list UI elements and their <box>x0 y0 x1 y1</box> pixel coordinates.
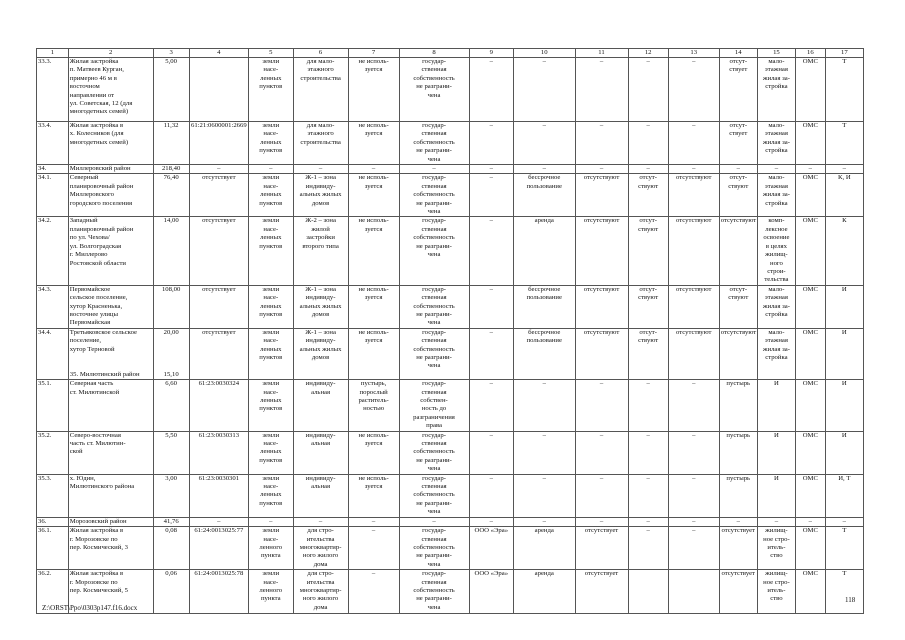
table-cell: – <box>668 122 719 165</box>
table-row <box>37 431 864 474</box>
table-cell: государ- ственная собственность не разграни- чена <box>399 217 469 285</box>
table-cell: К, И <box>825 174 863 217</box>
table-cell: – <box>575 474 628 517</box>
table-cell: отсутствует <box>575 527 628 570</box>
table-cell: – <box>514 474 575 517</box>
table-cell: 61:24:0013025:78 <box>189 570 248 614</box>
table-cell: 36.1. <box>37 527 69 570</box>
table-cell: государ- ственная собственность не разграни- чена <box>399 431 469 474</box>
table-cell: 34.3. <box>37 285 69 328</box>
table-cell: ОМС <box>796 122 826 165</box>
table-cell: 61:23:0030313 <box>189 431 248 474</box>
table-cell: 14,00 <box>153 217 189 285</box>
table-cell: 11,32 <box>153 122 189 165</box>
table-cell: Ж-1 – зона индивиду- альных жилых домов <box>293 285 348 328</box>
table-cell: – <box>469 431 514 474</box>
table-cell: отсут- ствуют <box>628 174 668 217</box>
table-cell: Морозовский район <box>68 517 153 526</box>
table-cell: – <box>668 431 719 474</box>
table-cell: земли насе- ленных пунктов <box>249 174 294 217</box>
table-cell: пустырь <box>719 431 757 474</box>
table-row <box>37 517 864 526</box>
table-cell: индивиду- альная <box>293 474 348 517</box>
table-row <box>37 380 864 431</box>
table-cell: – <box>293 517 348 526</box>
table-cell: пустырь, порослый раститель- ностью <box>348 380 399 431</box>
file-path: Z:\ORST\Ppo\0303p147.f16.docx <box>42 604 138 612</box>
header-cell: 14 <box>719 49 757 58</box>
table-cell: отсутствуют <box>668 217 719 285</box>
table-row <box>37 474 864 517</box>
table-cell: мало- этажная жилая за- стройка <box>757 328 795 379</box>
table-cell: земли насе- ленных пунктов <box>249 431 294 474</box>
table-cell: – <box>469 474 514 517</box>
table-cell: – <box>719 165 757 174</box>
table-cell: Западный планировочный район по ул. Чехова/ ул. Волгоградская г. Миллерово Ростовской области <box>68 217 153 285</box>
table-cell: Жилая застройка п. Матвеев Курган, примерно 46 м в восточном направлении от ул. Советская, 12 (для многодетных семей) <box>68 58 153 122</box>
table-cell: 41,76 <box>153 517 189 526</box>
table-cell: – <box>514 122 575 165</box>
table-cell: бессрочное пользование <box>514 174 575 217</box>
table-cell: И <box>825 380 863 431</box>
table-cell: – <box>575 58 628 122</box>
table-cell: государ- ственная собственность не разграни- чена <box>399 174 469 217</box>
table-row <box>37 58 864 122</box>
table-cell: мало- этажная жилая за- стройка <box>757 285 795 328</box>
table-cell: 33.4. <box>37 122 69 165</box>
table-cell: – <box>469 380 514 431</box>
table-cell: – <box>469 165 514 174</box>
table-cell: 5,50 <box>153 431 189 474</box>
table-cell: Миллеровский район <box>68 165 153 174</box>
table-cell: государ- ственная собственность не разграни- чена <box>399 570 469 614</box>
document-sheet <box>36 48 864 614</box>
table-cell: Северная часть ст. Милютинской <box>68 380 153 431</box>
table-cell: земли насе- ленного пункта <box>249 570 294 614</box>
header-cell: 12 <box>628 49 668 58</box>
table-cell: – <box>757 165 795 174</box>
table-cell: Т <box>825 570 863 614</box>
table-cell: 218,40 <box>153 165 189 174</box>
table-cell: государ- ственная собственность не разграни- чена <box>399 122 469 165</box>
table-cell: – <box>469 58 514 122</box>
table-cell: – <box>628 380 668 431</box>
table-cell: – <box>668 517 719 526</box>
table-cell: отсутствуют <box>575 174 628 217</box>
table-cell: жилищ- ное стро- итель- ство <box>757 527 795 570</box>
table-cell: бессрочное пользование <box>514 285 575 328</box>
table-row <box>37 570 864 614</box>
table-cell: 20,00 15,10 <box>153 328 189 379</box>
table-cell: – <box>825 165 863 174</box>
table-cell: 35.2. <box>37 431 69 474</box>
table-cell: для мало- этажного строительства <box>293 122 348 165</box>
table-cell: Жилая застройка в г. Морозовске по пер. Космический, 5 <box>68 570 153 614</box>
table-cell: 36.2. <box>37 570 69 614</box>
table-cell: – <box>469 328 514 379</box>
table-cell: аренда <box>514 527 575 570</box>
header-cell: 11 <box>575 49 628 58</box>
table-cell: 3,00 <box>153 474 189 517</box>
table-cell: земли насе- ленных пунктов <box>249 58 294 122</box>
header-cell: 5 <box>249 49 294 58</box>
table-cell: 34.1. <box>37 174 69 217</box>
header-cell: 6 <box>293 49 348 58</box>
table-cell: не исполь- зуется <box>348 474 399 517</box>
table-cell: земли насе- ленного пункта <box>249 527 294 570</box>
table-cell: 5,00 <box>153 58 189 122</box>
table-cell: – <box>575 165 628 174</box>
table-cell: – <box>514 165 575 174</box>
table-cell <box>668 570 719 614</box>
header-cell: 17 <box>825 49 863 58</box>
table-cell: 0,08 <box>153 527 189 570</box>
table-cell: Ж-1 – зона индивиду- альных жилых домов <box>293 174 348 217</box>
table-cell: отсутствует <box>719 527 757 570</box>
table-cell: – <box>825 517 863 526</box>
table-cell: аренда <box>514 217 575 285</box>
table-cell: 36. <box>37 517 69 526</box>
table-cell: 0,06 <box>153 570 189 614</box>
table-cell: – <box>668 527 719 570</box>
header-cell: 13 <box>668 49 719 58</box>
table-cell: х. Юдин, Милютинского района <box>68 474 153 517</box>
table-cell: отсут- ствуют <box>628 328 668 379</box>
table-cell: – <box>628 431 668 474</box>
table-cell: И, Т <box>825 474 863 517</box>
table-cell: земли насе- ленных пунктов <box>249 380 294 431</box>
table-cell: земли насе- ленных пунктов <box>249 217 294 285</box>
table-cell: – <box>796 165 826 174</box>
table-cell: – <box>469 517 514 526</box>
table-cell: – <box>628 527 668 570</box>
table-cell: отсут- ствуют <box>719 285 757 328</box>
table-cell: – <box>628 517 668 526</box>
table-cell: не исполь- зуется <box>348 431 399 474</box>
table-cell: ОМС <box>796 527 826 570</box>
table-cell: не исполь- зуется <box>348 285 399 328</box>
table-cell: И <box>757 431 795 474</box>
table-cell: отсутствуют <box>719 217 757 285</box>
table-cell: Ж-1 – зона индивиду- альных жилых домов <box>293 328 348 379</box>
table-cell: аренда <box>514 570 575 614</box>
table-cell: Третьяковское сельское поселение, хутор Терновой 35. Милютинский район <box>68 328 153 379</box>
table-cell: – <box>628 122 668 165</box>
table-cell: отсутствуют <box>668 285 719 328</box>
table-cell: – <box>469 217 514 285</box>
table-cell: индивиду- альная <box>293 380 348 431</box>
table-cell: – <box>575 122 628 165</box>
table-row <box>37 285 864 328</box>
land-plots-table <box>36 48 864 614</box>
header-cell: 3 <box>153 49 189 58</box>
table-cell: – <box>469 285 514 328</box>
table-cell: – <box>189 165 248 174</box>
table-cell: мало- этажная жилая за- стройка <box>757 174 795 217</box>
table-cell: 6,60 <box>153 380 189 431</box>
table-cell: – <box>514 431 575 474</box>
header-cell: 16 <box>796 49 826 58</box>
table-cell: 35.1. <box>37 380 69 431</box>
table-cell: ООО «Эра» <box>469 570 514 614</box>
header-cell: 7 <box>348 49 399 58</box>
table-cell: Северный планировочный район Миллеровского городского поселения <box>68 174 153 217</box>
table-cell: земли насе- ленных пунктов <box>249 474 294 517</box>
table-cell: Северо-восточная часть ст. Милютин- ской <box>68 431 153 474</box>
table-cell: – <box>514 58 575 122</box>
table-cell: пустырь <box>719 380 757 431</box>
table-cell: для мало- этажного строительства <box>293 58 348 122</box>
table-cell: Т <box>825 58 863 122</box>
table-cell: мало- этажная жилая за- стройка <box>757 58 795 122</box>
table-cell: отсутствует <box>189 328 248 379</box>
table-cell: – <box>628 474 668 517</box>
table-cell: отсутствуют <box>668 328 719 379</box>
table-cell: – <box>628 165 668 174</box>
table-cell: индивиду- альная <box>293 431 348 474</box>
table-cell: – <box>514 517 575 526</box>
table-cell: 34.2. <box>37 217 69 285</box>
table-cell: отсут- ствует <box>719 58 757 122</box>
table-row <box>37 174 864 217</box>
table-cell: не исполь- зуется <box>348 328 399 379</box>
table-cell: – <box>668 380 719 431</box>
table-cell: – <box>348 165 399 174</box>
table-cell: не исполь- зуется <box>348 217 399 285</box>
page-number: 118 <box>845 596 856 604</box>
table-cell: отсут- ствует <box>719 122 757 165</box>
table-cell: – <box>348 517 399 526</box>
table-cell: – <box>719 517 757 526</box>
table-cell: 33.3. <box>37 58 69 122</box>
header-cell: 2 <box>68 49 153 58</box>
table-cell: – <box>249 517 294 526</box>
table-body <box>37 58 864 614</box>
table-cell: жилищ- ное стро- итель- ство <box>757 570 795 614</box>
table-cell: мало- этажная жилая за- стройка <box>757 122 795 165</box>
table-cell <box>189 58 248 122</box>
table-cell: земли насе- ленных пунктов <box>249 285 294 328</box>
table-cell: – <box>668 474 719 517</box>
table-cell: 35.3. <box>37 474 69 517</box>
table-cell: отсутствуют <box>668 174 719 217</box>
table-cell: не исполь- зуется <box>348 58 399 122</box>
table-cell: 61:23:0030301 <box>189 474 248 517</box>
header-cell: 9 <box>469 49 514 58</box>
table-cell: 61:24:0013025:77 <box>189 527 248 570</box>
table-cell: для стро- ительства многоквартир- ного жилого дома <box>293 570 348 614</box>
header-cell: 4 <box>189 49 248 58</box>
table-cell: 34. <box>37 165 69 174</box>
table-cell: 34.4. <box>37 328 69 379</box>
table-cell: ОМС <box>796 380 826 431</box>
table-cell: ОМС <box>796 328 826 379</box>
table-cell: – <box>575 517 628 526</box>
table-cell: отсут- ствуют <box>628 217 668 285</box>
table-cell: пустырь <box>719 474 757 517</box>
table-row <box>37 165 864 174</box>
table-cell: ОМС <box>796 474 826 517</box>
table-cell: не исполь- зуется <box>348 122 399 165</box>
table-cell: – <box>757 517 795 526</box>
table-cell: отсутствуют <box>719 328 757 379</box>
table-cell: – <box>628 58 668 122</box>
table-cell: – <box>348 570 399 614</box>
table-cell: ОМС <box>796 174 826 217</box>
header-cell: 1 <box>37 49 69 58</box>
table-cell: Жилая застройка в х. Колесников (для многодетных семей) <box>68 122 153 165</box>
table-cell: Ж-2 – зона жилой застройки второго типа <box>293 217 348 285</box>
table-cell: не исполь- зуется <box>348 174 399 217</box>
table-cell: – <box>668 58 719 122</box>
table-cell: – <box>514 380 575 431</box>
table-row <box>37 122 864 165</box>
table-cell: отсутствуют <box>575 285 628 328</box>
table-cell: отсутствует <box>189 285 248 328</box>
table-cell: комп- лексное освоение в целях жилищ- ного строи- тельства <box>757 217 795 285</box>
table-cell: – <box>293 165 348 174</box>
table-cell: – <box>668 165 719 174</box>
table-cell: – <box>575 431 628 474</box>
table-cell: И <box>825 328 863 379</box>
table-cell: отсутствуют <box>575 328 628 379</box>
table-cell <box>628 570 668 614</box>
table-cell: отсут- ствуют <box>719 174 757 217</box>
table-cell: И <box>825 431 863 474</box>
table-cell: государ- ственная собственность не разграни- чена <box>399 58 469 122</box>
table-cell: земли насе- ленных пунктов <box>249 122 294 165</box>
table-cell: ОМС <box>796 217 826 285</box>
table-cell: государ- ственная собственность не разграни- чена <box>399 474 469 517</box>
header-cell: 15 <box>757 49 795 58</box>
table-row <box>37 328 864 379</box>
table-cell: – <box>575 380 628 431</box>
table-cell: – <box>399 517 469 526</box>
table-cell: государ- ственная собственность не разграни- чена <box>399 285 469 328</box>
table-row <box>37 217 864 285</box>
header-cell: 10 <box>514 49 575 58</box>
header-cell: 8 <box>399 49 469 58</box>
table-cell: государ- ственная собствен- ность до разграничения права <box>399 380 469 431</box>
table-cell: И <box>757 380 795 431</box>
table-cell: отсутствуют <box>575 217 628 285</box>
table-cell: отсутствует <box>189 174 248 217</box>
table-cell: К <box>825 217 863 285</box>
table-cell: И <box>825 285 863 328</box>
table-cell: Т <box>825 122 863 165</box>
table-cell: – <box>399 165 469 174</box>
table-cell: ОМС <box>796 285 826 328</box>
table-cell: ОМС <box>796 570 826 614</box>
table-cell: 108,00 <box>153 285 189 328</box>
table-cell: земли насе- ленных пунктов <box>249 328 294 379</box>
table-cell: 61:23:0030324 <box>189 380 248 431</box>
table-cell: отсут- ствуют <box>628 285 668 328</box>
table-cell: 61:21:0600001:2669 <box>189 122 248 165</box>
table-cell: ОМС <box>796 58 826 122</box>
table-cell: ООО «Эра» <box>469 527 514 570</box>
table-cell: Жилая застройка в г. Морозовске по пер. Космический, 3 <box>68 527 153 570</box>
table-cell: государ- ственная собственность не разграни- чена <box>399 527 469 570</box>
table-cell: Первомайское сельское поселение, хутор Красненька, восточнее улицы Первомайская <box>68 285 153 328</box>
table-cell: – <box>348 527 399 570</box>
table-cell: 76,40 <box>153 174 189 217</box>
table-cell: для стро- ительства многоквартир- ного жилого дома <box>293 527 348 570</box>
table-cell: отсутствует <box>719 570 757 614</box>
table-cell: бессрочное пользование <box>514 328 575 379</box>
table-cell: – <box>249 165 294 174</box>
table-header-row <box>37 49 864 58</box>
table-cell: – <box>189 517 248 526</box>
table-cell: отсутствует <box>575 570 628 614</box>
table-cell: ОМС <box>796 431 826 474</box>
table-cell: – <box>469 122 514 165</box>
table-cell: – <box>796 517 826 526</box>
table-cell: – <box>469 174 514 217</box>
table-cell: государ- ственная собственность не разграни- чена <box>399 328 469 379</box>
table-cell: отсутствует <box>189 217 248 285</box>
table-row <box>37 527 864 570</box>
table-cell: И <box>757 474 795 517</box>
table-cell: Т <box>825 527 863 570</box>
